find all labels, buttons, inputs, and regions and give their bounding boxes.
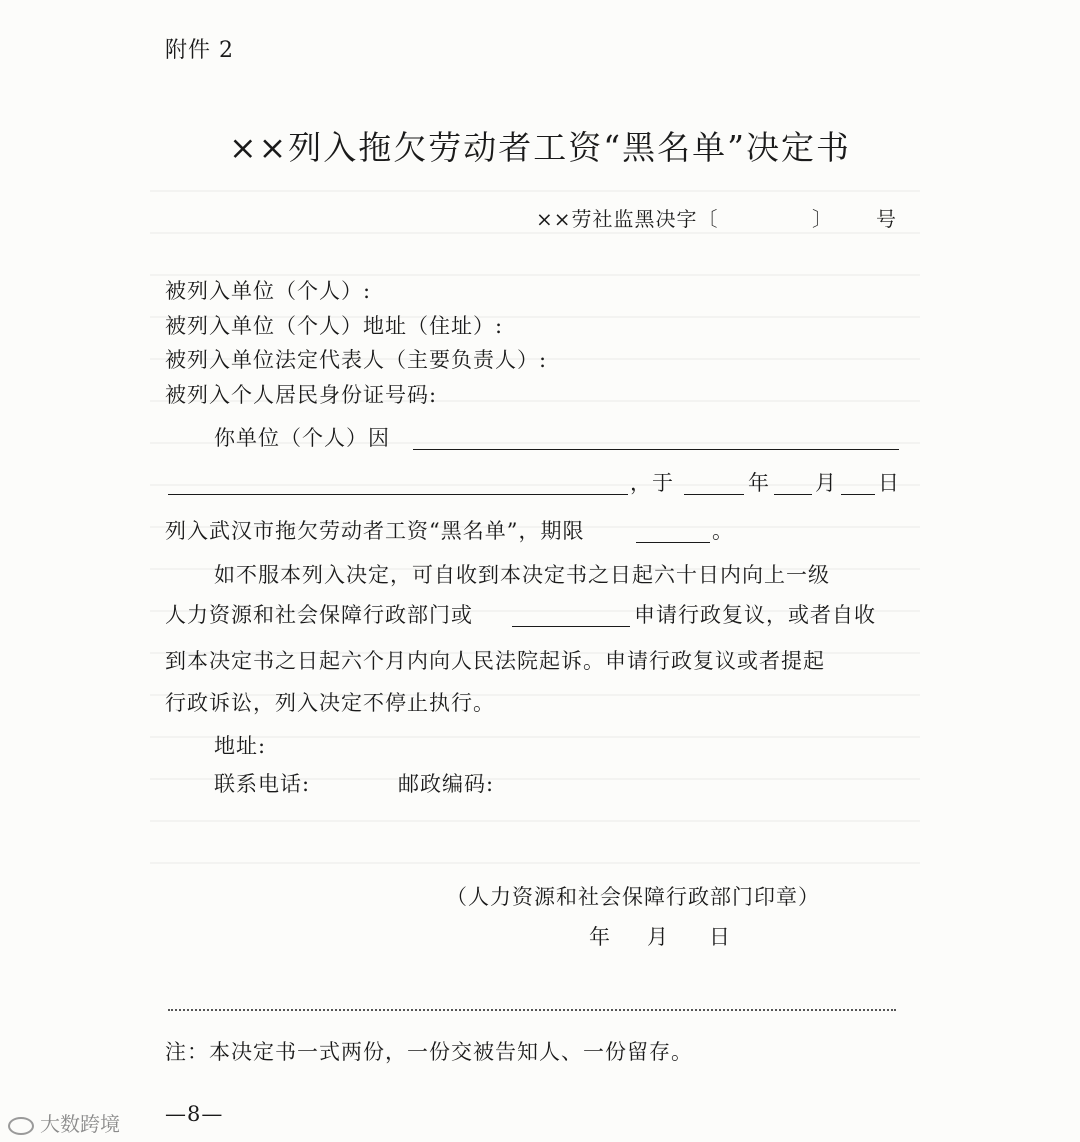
p1-day: 日 bbox=[878, 471, 900, 495]
p1-start: 你单位（个人）因 bbox=[214, 426, 390, 450]
seal-month: 月 bbox=[647, 925, 669, 949]
seal-text: （人力资源和社会保障行政部门印章） bbox=[446, 885, 820, 909]
seal-year: 年 bbox=[589, 925, 611, 949]
seal-day: 日 bbox=[709, 925, 731, 949]
footnote: 注：本决定书一式两份，一份交被告知人、一份留存。 bbox=[165, 1040, 693, 1064]
p1-month: 月 bbox=[815, 471, 837, 495]
p1-end: 。 bbox=[712, 519, 734, 543]
address-label: 地址: bbox=[214, 734, 267, 758]
p1-year: 年 bbox=[748, 471, 770, 495]
month-blank bbox=[774, 494, 812, 495]
p2-line2b: 申请行政复议，或者自收 bbox=[634, 603, 876, 627]
document-title: ××列入拖欠劳动者工资“黑名单”决定书 bbox=[228, 128, 852, 167]
attachment-label: 附件 2 bbox=[165, 38, 234, 63]
field-listed-entity: 被列入单位（个人）: bbox=[165, 279, 372, 303]
watermark-logo-icon bbox=[8, 1117, 34, 1135]
day-blank bbox=[841, 494, 875, 495]
p1-comma-yu: ，于 bbox=[630, 471, 674, 495]
page-number: —8— bbox=[165, 1102, 224, 1126]
field-id-number: 被列入个人居民身份证号码: bbox=[165, 383, 438, 407]
phone-label: 联系电话: bbox=[214, 772, 311, 796]
p2-line3: 到本决定书之日起六个月内向人民法院起诉。申请行政复议或者提起 bbox=[165, 649, 825, 673]
p1-line3: 列入武汉市拖欠劳动者工资“黑名单”，期限 bbox=[165, 519, 585, 543]
p2-line4: 行政诉讼，列入决定不停止执行。 bbox=[165, 691, 495, 715]
field-entity-address: 被列入单位（个人）地址（住址）: bbox=[165, 314, 504, 338]
review-agency-blank bbox=[512, 626, 630, 627]
postcode-label: 邮政编码: bbox=[398, 772, 495, 796]
doc-number-bracket-close: 〕 bbox=[812, 207, 833, 231]
reason-blank-line-2 bbox=[168, 494, 628, 495]
p2-line2a: 人力资源和社会保障行政部门或 bbox=[165, 603, 473, 627]
watermark bbox=[8, 1108, 120, 1137]
watermark-text: 大数跨境 bbox=[40, 1112, 120, 1136]
field-legal-representative: 被列入单位法定代表人（主要负责人）: bbox=[165, 348, 548, 372]
doc-number-suffix: 号 bbox=[876, 207, 897, 231]
term-blank bbox=[636, 542, 710, 543]
p2-line1: 如不服本列入决定，可自收到本决定书之日起六十日内向上一级 bbox=[214, 563, 830, 587]
year-blank bbox=[684, 494, 744, 495]
dotted-separator bbox=[168, 1009, 896, 1011]
reason-blank-line-1 bbox=[413, 449, 899, 450]
doc-number-prefix: ××劳社监黑决字〔 bbox=[536, 207, 719, 231]
